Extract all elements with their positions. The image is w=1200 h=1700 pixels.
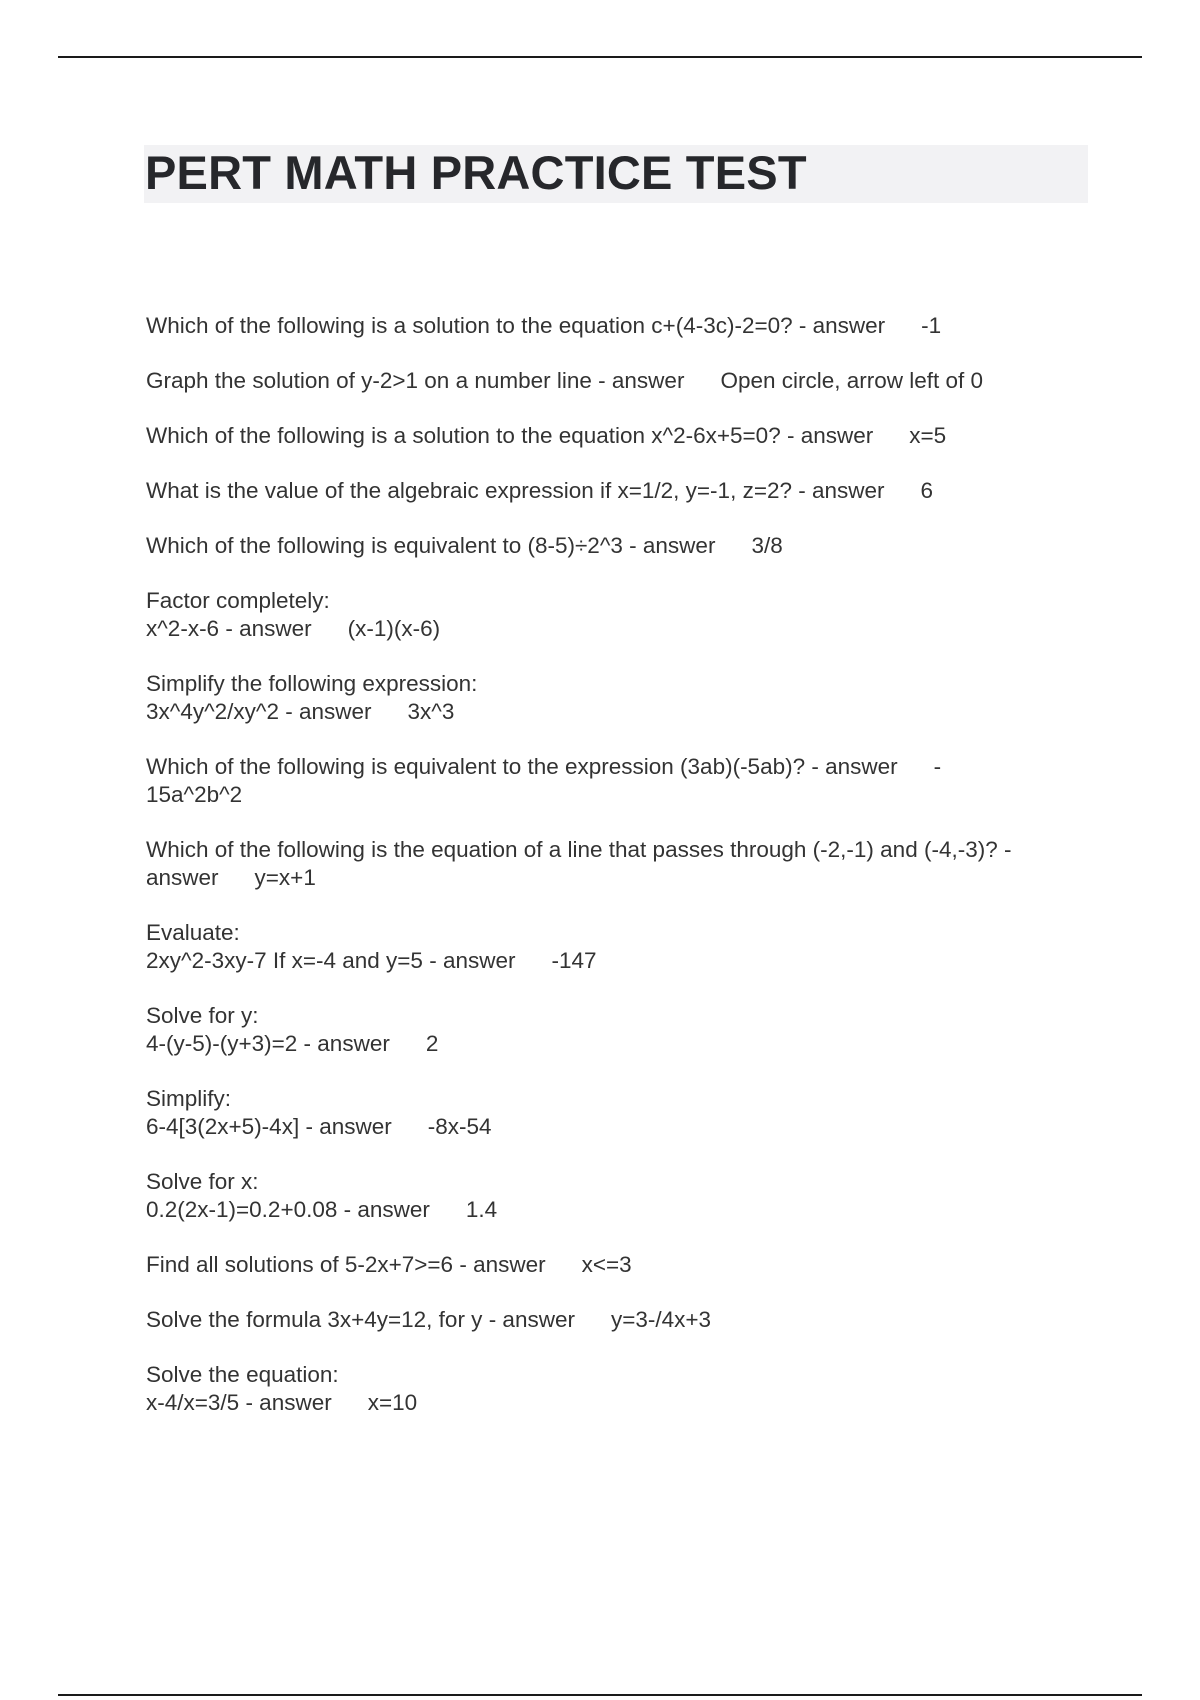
answer-text: x=10 [367, 1390, 418, 1415]
question-heading: Evaluate: [146, 920, 240, 945]
question-heading: Solve for x: [146, 1169, 259, 1194]
answer-marker: - answer [482, 1307, 575, 1332]
qa-item [146, 1002, 1090, 1058]
question-heading: Solve the equation: [146, 1362, 339, 1387]
answer-marker: - answer [337, 1197, 430, 1222]
answer-text: 2 [425, 1031, 439, 1056]
answer-text: y=x+1 [254, 865, 316, 890]
answer-text: x=5 [909, 423, 947, 448]
answer-marker: - answer [792, 313, 886, 338]
question-text: 3x^4y^2/xy^2 [146, 699, 279, 724]
qa-item [146, 587, 1090, 643]
question-text: What is the value of the algebraic expression if x=1/2, y=-1, z=2? [146, 478, 792, 503]
qa-item [146, 1251, 1090, 1279]
answer-marker: - answer [453, 1252, 546, 1277]
answer-marker: - answer [278, 699, 372, 724]
header-rule [58, 56, 1142, 58]
qa-item [146, 670, 1090, 726]
answer-marker: - answer [591, 368, 685, 393]
document-title: PERT MATH PRACTICE TEST [145, 146, 807, 199]
qa-item [146, 753, 1090, 809]
question-text: 0.2(2x-1)=0.2+0.08 [146, 1197, 338, 1222]
qa-item [146, 1085, 1090, 1141]
answer-marker: - answer [422, 948, 516, 973]
answer-text: -8x-54 [427, 1114, 492, 1139]
answer-marker: - answer [219, 616, 312, 641]
answer-marker: - answer [792, 478, 885, 503]
qa-item [146, 1306, 1090, 1334]
answer-marker: - answer [299, 1114, 392, 1139]
question-list [146, 312, 1090, 1444]
answer-text: 1.4 [465, 1197, 498, 1222]
answer-text: x<=3 [581, 1252, 632, 1277]
answer-marker: - answer [239, 1390, 332, 1415]
answer-marker: - answer [622, 533, 716, 558]
qa-item [146, 477, 1090, 505]
answer-text: 3x^3 [407, 699, 455, 724]
answer-text: -147 [551, 948, 597, 973]
question-heading: Simplify the following expression: [146, 671, 478, 696]
answer-marker: - answer [805, 754, 898, 779]
question-heading: Simplify: [146, 1086, 232, 1111]
question-text: Which of the following is the equation of a line that passes through (-2,-1) and (-4,-3)? - [146, 837, 1012, 862]
question-text: 6-4[3(2x+5)-4x] [146, 1114, 300, 1139]
answer-marker: - answer [780, 423, 874, 448]
answer-text-continued: 15a^2b^2 [146, 782, 243, 807]
question-text: x-4/x=3/5 [146, 1390, 240, 1415]
qa-item [146, 367, 1090, 395]
qa-item [146, 1168, 1090, 1224]
question-text: 4-(y-5)-(y+3)=2 [146, 1031, 298, 1056]
question-text: Graph the solution of y-2>1 on a number line [146, 368, 592, 393]
answer-text: 6 [920, 478, 934, 503]
question-text: 2xy^2-3xy-7 If x=-4 and y=5 [146, 948, 423, 973]
question-text: Solve the formula 3x+4y=12, for y [146, 1307, 483, 1332]
footer-rule [58, 1694, 1142, 1696]
qa-item [146, 836, 1090, 892]
answer-text: y=3-/4x+3 [610, 1307, 712, 1332]
qa-item [146, 422, 1090, 450]
qa-item [146, 532, 1090, 560]
answer-marker: answer [146, 865, 219, 890]
answer-text: 3/8 [751, 533, 783, 558]
qa-item [146, 1361, 1090, 1417]
question-heading: Factor completely: [146, 588, 330, 613]
answer-text: Open circle, arrow left of 0 [720, 368, 984, 393]
qa-item [146, 312, 1090, 340]
answer-text: -1 [921, 313, 942, 338]
answer-text: (x-1)(x-6) [347, 616, 441, 641]
qa-item [146, 919, 1090, 975]
question-text: Which of the following is a solution to the equation c+(4-3c)-2=0? [146, 313, 793, 338]
question-text: Which of the following is equivalent to (8-5)÷2^3 [146, 533, 623, 558]
question-text: Find all solutions of 5-2x+7>=6 [146, 1252, 454, 1277]
question-heading: Solve for y: [146, 1003, 259, 1028]
answer-marker: - answer [297, 1031, 390, 1056]
question-text: Which of the following is equivalent to the expression (3ab)(-5ab)? [146, 754, 806, 779]
question-text: x^2-x-6 [146, 616, 220, 641]
answer-text-start: - [933, 754, 942, 779]
question-text: Which of the following is a solution to the equation x^2-6x+5=0? [146, 423, 781, 448]
